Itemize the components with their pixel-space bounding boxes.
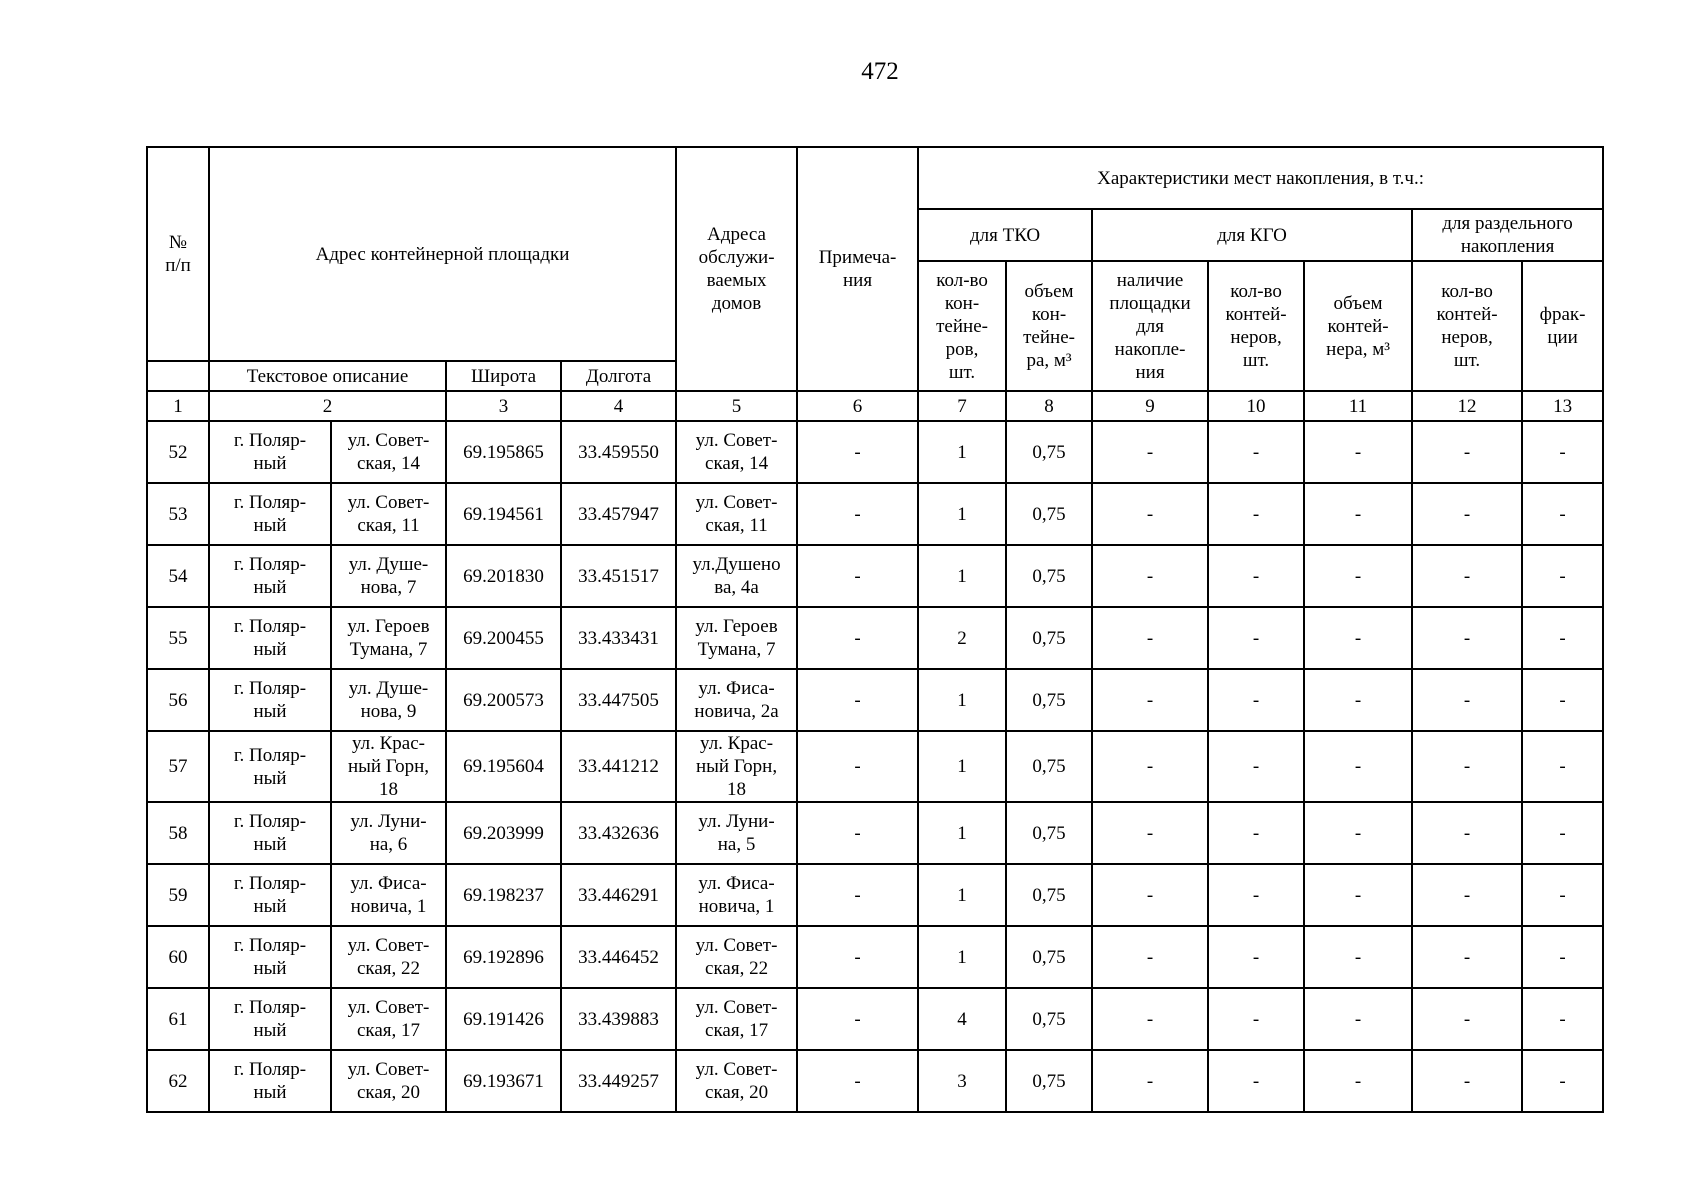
cell-city: г. Поляр- ный (209, 545, 331, 607)
cell-kgo-site: - (1092, 669, 1208, 731)
header-kgo-volume: объем контей- нера, м³ (1304, 261, 1412, 391)
cell-latitude: 69.200455 (446, 607, 561, 669)
table-row (147, 545, 1603, 607)
cell-note: - (797, 669, 918, 731)
header-tko-volume: объем кон- тейне- ра, м³ (1006, 261, 1092, 391)
cell-longitude: 33.459550 (561, 421, 676, 483)
cell-kgo-count: - (1208, 607, 1304, 669)
cell-sep-count: - (1412, 988, 1522, 1050)
cell-kgo-volume: - (1304, 483, 1412, 545)
cell-street: ул. Героев Тумана, 7 (331, 607, 446, 669)
cell-street: ул. Совет- ская, 20 (331, 1050, 446, 1112)
cell-note: - (797, 421, 918, 483)
cell-num: 62 (147, 1050, 209, 1112)
cell-served-address: ул. Фиса- новича, 2а (676, 669, 797, 731)
cell-kgo-count: - (1208, 421, 1304, 483)
cell-sep-fractions: - (1522, 1050, 1603, 1112)
table-row (147, 926, 1603, 988)
cell-longitude: 33.457947 (561, 483, 676, 545)
cell-city: г. Поляр- ный (209, 607, 331, 669)
header-tko-count: кол-во кон- тейне- ров, шт. (918, 261, 1006, 391)
cell-served-address: ул. Луни- на, 5 (676, 802, 797, 864)
table-row (147, 731, 1603, 802)
cell-kgo-count: - (1208, 802, 1304, 864)
cell-tko-volume: 0,75 (1006, 731, 1092, 802)
col-index: 11 (1304, 391, 1412, 421)
cell-latitude: 69.191426 (446, 988, 561, 1050)
table-row (147, 669, 1603, 731)
cell-latitude: 69.195604 (446, 731, 561, 802)
cell-longitude: 33.432636 (561, 802, 676, 864)
cell-kgo-count: - (1208, 483, 1304, 545)
cell-num: 60 (147, 926, 209, 988)
cell-longitude: 33.447505 (561, 669, 676, 731)
cell-longitude: 33.439883 (561, 988, 676, 1050)
col-index: 9 (1092, 391, 1208, 421)
cell-tko-volume: 0,75 (1006, 669, 1092, 731)
cell-kgo-volume: - (1304, 988, 1412, 1050)
table-row (147, 1050, 1603, 1112)
header-kgo-count: кол-во контей- неров, шт. (1208, 261, 1304, 391)
cell-latitude: 69.192896 (446, 926, 561, 988)
cell-kgo-count: - (1208, 545, 1304, 607)
cell-kgo-site: - (1092, 864, 1208, 926)
cell-city: г. Поляр- ный (209, 802, 331, 864)
cell-kgo-count: - (1208, 926, 1304, 988)
cell-sep-fractions: - (1522, 607, 1603, 669)
col-index: 12 (1412, 391, 1522, 421)
cell-sep-fractions: - (1522, 988, 1603, 1050)
col-index: 7 (918, 391, 1006, 421)
cell-kgo-count: - (1208, 669, 1304, 731)
cell-sep-fractions: - (1522, 864, 1603, 926)
cell-sep-count: - (1412, 864, 1522, 926)
cell-sep-count: - (1412, 545, 1522, 607)
cell-note: - (797, 802, 918, 864)
cell-longitude: 33.449257 (561, 1050, 676, 1112)
cell-tko-count: 1 (918, 864, 1006, 926)
cell-sep-fractions: - (1522, 926, 1603, 988)
col-index: 1 (147, 391, 209, 421)
cell-kgo-site: - (1092, 607, 1208, 669)
cell-note: - (797, 864, 918, 926)
cell-sep-count: - (1412, 1050, 1522, 1112)
cell-kgo-site: - (1092, 988, 1208, 1050)
col-index: 8 (1006, 391, 1092, 421)
col-index: 2 (209, 391, 446, 421)
cell-sep-fractions: - (1522, 545, 1603, 607)
cell-street: ул. Совет- ская, 11 (331, 483, 446, 545)
cell-kgo-site: - (1092, 731, 1208, 802)
cell-city: г. Поляр- ный (209, 926, 331, 988)
cell-tko-volume: 0,75 (1006, 864, 1092, 926)
cell-sep-fractions: - (1522, 421, 1603, 483)
cell-served-address: ул. Фиса- новича, 1 (676, 864, 797, 926)
cell-tko-count: 2 (918, 607, 1006, 669)
page-number: 472 (861, 58, 899, 85)
cell-latitude: 69.198237 (446, 864, 561, 926)
cell-kgo-volume: - (1304, 669, 1412, 731)
cell-sep-count: - (1412, 731, 1522, 802)
cell-tko-count: 1 (918, 669, 1006, 731)
cell-kgo-count: - (1208, 1050, 1304, 1112)
cell-note: - (797, 926, 918, 988)
container-sites-table (146, 146, 1604, 1113)
cell-served-address: ул. Совет- ская, 17 (676, 988, 797, 1050)
header-text-description: Текстовое описание (209, 361, 446, 391)
cell-street: ул. Крас- ный Горн, 18 (331, 731, 446, 802)
cell-served-address: ул. Совет- ская, 11 (676, 483, 797, 545)
cell-note: - (797, 607, 918, 669)
cell-street: ул. Душе- нова, 7 (331, 545, 446, 607)
column-index-row (147, 391, 1603, 421)
header-num-cont (147, 361, 209, 391)
cell-city: г. Поляр- ный (209, 864, 331, 926)
cell-kgo-count: - (1208, 731, 1304, 802)
cell-num: 55 (147, 607, 209, 669)
header-num: № п/п (147, 147, 209, 361)
col-index: 13 (1522, 391, 1603, 421)
header-longitude: Долгота (561, 361, 676, 391)
cell-street: ул. Душе- нова, 9 (331, 669, 446, 731)
cell-street: ул. Фиса- новича, 1 (331, 864, 446, 926)
col-index: 4 (561, 391, 676, 421)
table-row (147, 988, 1603, 1050)
cell-tko-volume: 0,75 (1006, 926, 1092, 988)
cell-kgo-site: - (1092, 421, 1208, 483)
cell-sep-fractions: - (1522, 669, 1603, 731)
cell-longitude: 33.446452 (561, 926, 676, 988)
cell-tko-volume: 0,75 (1006, 1050, 1092, 1112)
cell-num: 54 (147, 545, 209, 607)
cell-street: ул. Совет- ская, 22 (331, 926, 446, 988)
cell-kgo-volume: - (1304, 864, 1412, 926)
cell-latitude: 69.194561 (446, 483, 561, 545)
cell-sep-fractions: - (1522, 802, 1603, 864)
cell-num: 56 (147, 669, 209, 731)
header-kgo: для КГО (1092, 209, 1412, 261)
cell-latitude: 69.195865 (446, 421, 561, 483)
header-address: Адрес контейнерной площадки (209, 147, 676, 361)
cell-kgo-volume: - (1304, 545, 1412, 607)
cell-kgo-site: - (1092, 926, 1208, 988)
cell-sep-count: - (1412, 421, 1522, 483)
cell-kgo-site: - (1092, 545, 1208, 607)
cell-kgo-volume: - (1304, 802, 1412, 864)
cell-num: 61 (147, 988, 209, 1050)
cell-longitude: 33.433431 (561, 607, 676, 669)
cell-longitude: 33.451517 (561, 545, 676, 607)
header-latitude: Широта (446, 361, 561, 391)
table-row (147, 864, 1603, 926)
cell-city: г. Поляр- ный (209, 731, 331, 802)
cell-sep-count: - (1412, 607, 1522, 669)
cell-kgo-volume: - (1304, 926, 1412, 988)
cell-note: - (797, 545, 918, 607)
cell-latitude: 69.203999 (446, 802, 561, 864)
cell-tko-count: 1 (918, 421, 1006, 483)
col-index: 3 (446, 391, 561, 421)
header-sep-count: кол-во контей- неров, шт. (1412, 261, 1522, 391)
cell-street: ул. Совет- ская, 14 (331, 421, 446, 483)
cell-kgo-volume: - (1304, 731, 1412, 802)
cell-kgo-site: - (1092, 1050, 1208, 1112)
cell-served-address: ул.Душено ва, 4а (676, 545, 797, 607)
cell-tko-count: 1 (918, 926, 1006, 988)
header-characteristics: Характеристики мест накопления, в т.ч.: (918, 147, 1603, 209)
cell-latitude: 69.200573 (446, 669, 561, 731)
cell-kgo-volume: - (1304, 607, 1412, 669)
cell-tko-volume: 0,75 (1006, 421, 1092, 483)
cell-num: 53 (147, 483, 209, 545)
cell-latitude: 69.201830 (446, 545, 561, 607)
table-row (147, 802, 1603, 864)
cell-num: 52 (147, 421, 209, 483)
header-kgo-site: наличие площадки для накопле- ния (1092, 261, 1208, 391)
cell-city: г. Поляр- ный (209, 988, 331, 1050)
cell-served-address: ул. Крас- ный Горн, 18 (676, 731, 797, 802)
cell-city: г. Поляр- ный (209, 1050, 331, 1112)
table-row (147, 607, 1603, 669)
cell-note: - (797, 731, 918, 802)
table-header (147, 147, 1603, 421)
cell-note: - (797, 988, 918, 1050)
col-index: 5 (676, 391, 797, 421)
table-body (147, 421, 1603, 1112)
cell-served-address: ул. Совет- ская, 22 (676, 926, 797, 988)
cell-longitude: 33.441212 (561, 731, 676, 802)
cell-num: 59 (147, 864, 209, 926)
cell-latitude: 69.193671 (446, 1050, 561, 1112)
cell-kgo-site: - (1092, 483, 1208, 545)
cell-tko-count: 1 (918, 483, 1006, 545)
cell-tko-count: 4 (918, 988, 1006, 1050)
cell-note: - (797, 483, 918, 545)
cell-city: г. Поляр- ный (209, 421, 331, 483)
cell-tko-count: 3 (918, 1050, 1006, 1112)
cell-tko-count: 1 (918, 545, 1006, 607)
cell-served-address: ул. Совет- ская, 20 (676, 1050, 797, 1112)
cell-street: ул. Совет- ская, 17 (331, 988, 446, 1050)
cell-tko-volume: 0,75 (1006, 802, 1092, 864)
col-index: 10 (1208, 391, 1304, 421)
cell-sep-count: - (1412, 926, 1522, 988)
cell-sep-fractions: - (1522, 731, 1603, 802)
cell-num: 58 (147, 802, 209, 864)
cell-served-address: ул. Совет- ская, 14 (676, 421, 797, 483)
cell-kgo-volume: - (1304, 1050, 1412, 1112)
cell-sep-fractions: - (1522, 483, 1603, 545)
header-served-addresses: Адреса обслужи- ваемых домов (676, 147, 797, 391)
cell-tko-count: 1 (918, 802, 1006, 864)
cell-note: - (797, 1050, 918, 1112)
header-sep-fractions: фрак- ции (1522, 261, 1603, 391)
cell-tko-volume: 0,75 (1006, 545, 1092, 607)
cell-kgo-site: - (1092, 802, 1208, 864)
cell-kgo-volume: - (1304, 421, 1412, 483)
cell-city: г. Поляр- ный (209, 483, 331, 545)
cell-tko-count: 1 (918, 731, 1006, 802)
col-index: 6 (797, 391, 918, 421)
header-tko: для ТКО (918, 209, 1092, 261)
cell-city: г. Поляр- ный (209, 669, 331, 731)
cell-sep-count: - (1412, 802, 1522, 864)
cell-tko-volume: 0,75 (1006, 607, 1092, 669)
cell-sep-count: - (1412, 483, 1522, 545)
cell-kgo-count: - (1208, 864, 1304, 926)
cell-longitude: 33.446291 (561, 864, 676, 926)
cell-served-address: ул. Героев Тумана, 7 (676, 607, 797, 669)
cell-kgo-count: - (1208, 988, 1304, 1050)
table-row (147, 421, 1603, 483)
cell-tko-volume: 0,75 (1006, 483, 1092, 545)
header-separate: для раздельного накопления (1412, 209, 1603, 261)
cell-street: ул. Луни- на, 6 (331, 802, 446, 864)
table-row (147, 483, 1603, 545)
cell-sep-count: - (1412, 669, 1522, 731)
header-note: Примеча- ния (797, 147, 918, 391)
cell-num: 57 (147, 731, 209, 802)
cell-tko-volume: 0,75 (1006, 988, 1092, 1050)
